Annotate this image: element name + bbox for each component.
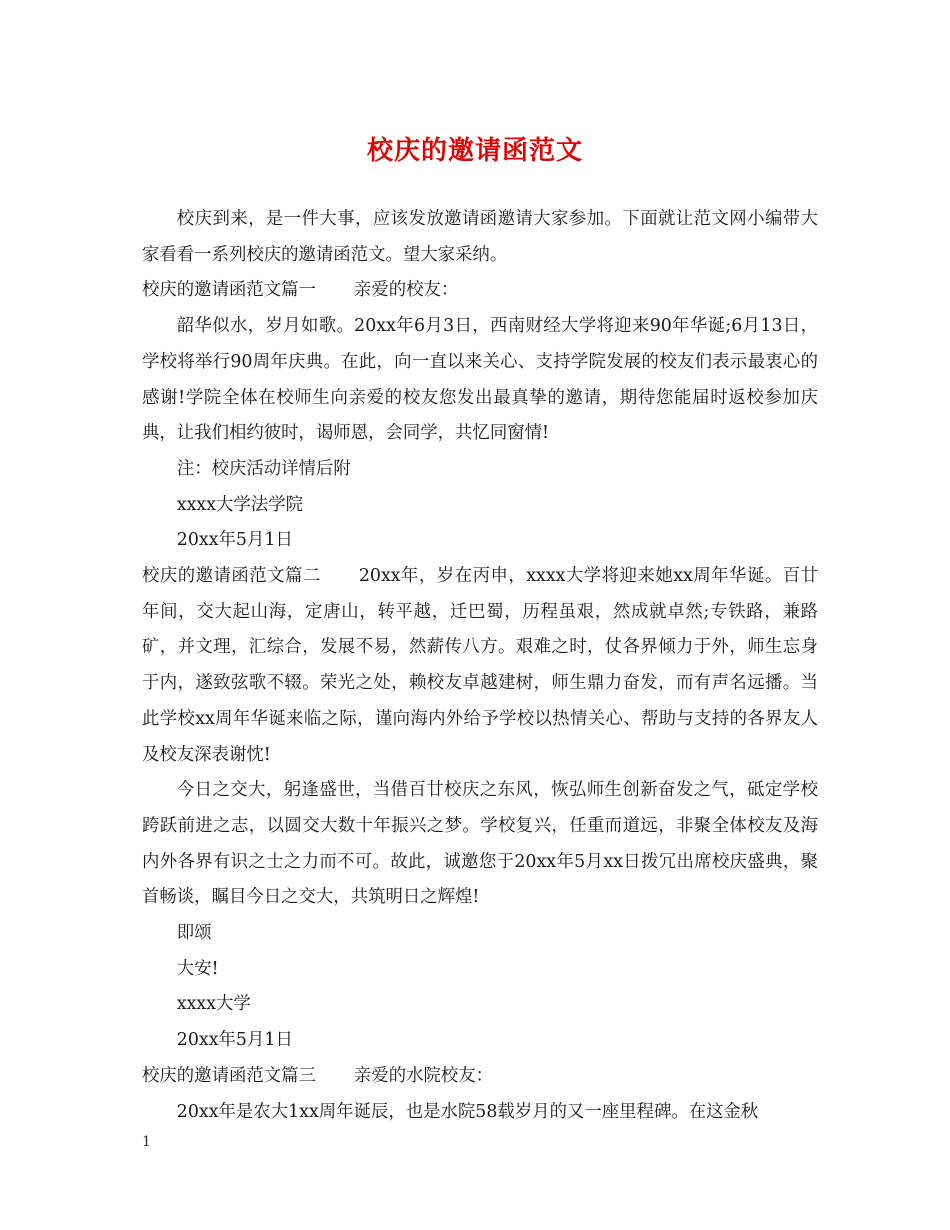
section-two-signature: xxxx大学: [176, 994, 251, 1015]
section-one-date: 20xx年5月1日: [176, 530, 293, 551]
section-three-heading: 校庆的邀请函范文篇三: [142, 1065, 316, 1086]
section-one-heading: 校庆的邀请函范文篇一: [142, 280, 316, 301]
section-two-heading: 校庆的邀请函范文篇二: [142, 566, 321, 587]
section-one-signature: xxxx大学法学院: [176, 494, 303, 515]
page-number: 1: [142, 1134, 151, 1150]
section-two-closing-2: 大安!: [176, 958, 219, 979]
document-body: [142, 202, 818, 1130]
section-one-note: 注：校庆活动详情后附: [176, 458, 351, 479]
section-three-line: [142, 1059, 818, 1095]
intro-paragraph: 校庆到来，是一件大事，应该发放邀请函邀请大家参加。下面就让范文网小编带大家看看一系列校庆的邀请函范文。望大家采纳。: [142, 209, 818, 265]
section-two-line: [142, 559, 818, 773]
document-title: 校庆的邀请函范文: [366, 136, 583, 166]
section-one-body: 韶华似水，岁月如歌。20xx年6月3日，西南财经大学将迎来90年华诞;6月13日，学校将举行90周年庆典。在此，向一直以来关心、支持学院发展的校友们表示最衷心的感谢!学院全体在校师生向亲爱的校友您发出最真挚的邀请，期待您能届时返校参加庆典，让我们相约彼时，谒师恩，会同学，共忆同窗情!: [142, 316, 818, 444]
section-two-body-start: 20xx年，岁在丙申，xxxx大学将迎来她xx周年华诞。百廿年间，交大起山海，定唐山，转平越，迁巴蜀，历程虽艰，然成就卓然;专铁路，兼路矿，并文理，汇综合，发展不易，然薪传八方。艰难之时，仗各界倾力于外，师生忘身于内，遂致弦歌不辍。荣光之处，赖校友卓越建树，师生鼎力奋发，而有声名远播。当此学校xx周年华诞来临之际，谨向海内外给予学校以热情关心、帮助与支持的各界友人及校友深表谢忱!: [142, 566, 818, 765]
section-two-body: 今日之交大，躬逢盛世，当借百廿校庆之东风，恢弘师生创新奋发之气，砥定学校跨跃前进之志，以圆交大数十年振兴之梦。学校复兴，任重而道远，非聚全体校友及海内外各界有识之士之力而不可。故此，诚邀您于20xx年5月xx日拨冗出席校庆盛典，聚首畅谈，瞩目今日之交大，共筑明日之辉煌!: [142, 780, 818, 908]
section-three-body: 20xx年是农大1xx周年诞辰，也是水院58载岁月的又一座里程碑。在这金秋: [176, 1101, 759, 1122]
section-two-closing-1: 即颂: [176, 923, 212, 944]
section-one-salutation: 亲爱的校友：: [353, 280, 459, 301]
section-three-salutation: 亲爱的水院校友：: [353, 1065, 494, 1086]
section-two-date: 20xx年5月1日: [176, 1030, 293, 1051]
section-one-line: [142, 273, 818, 309]
